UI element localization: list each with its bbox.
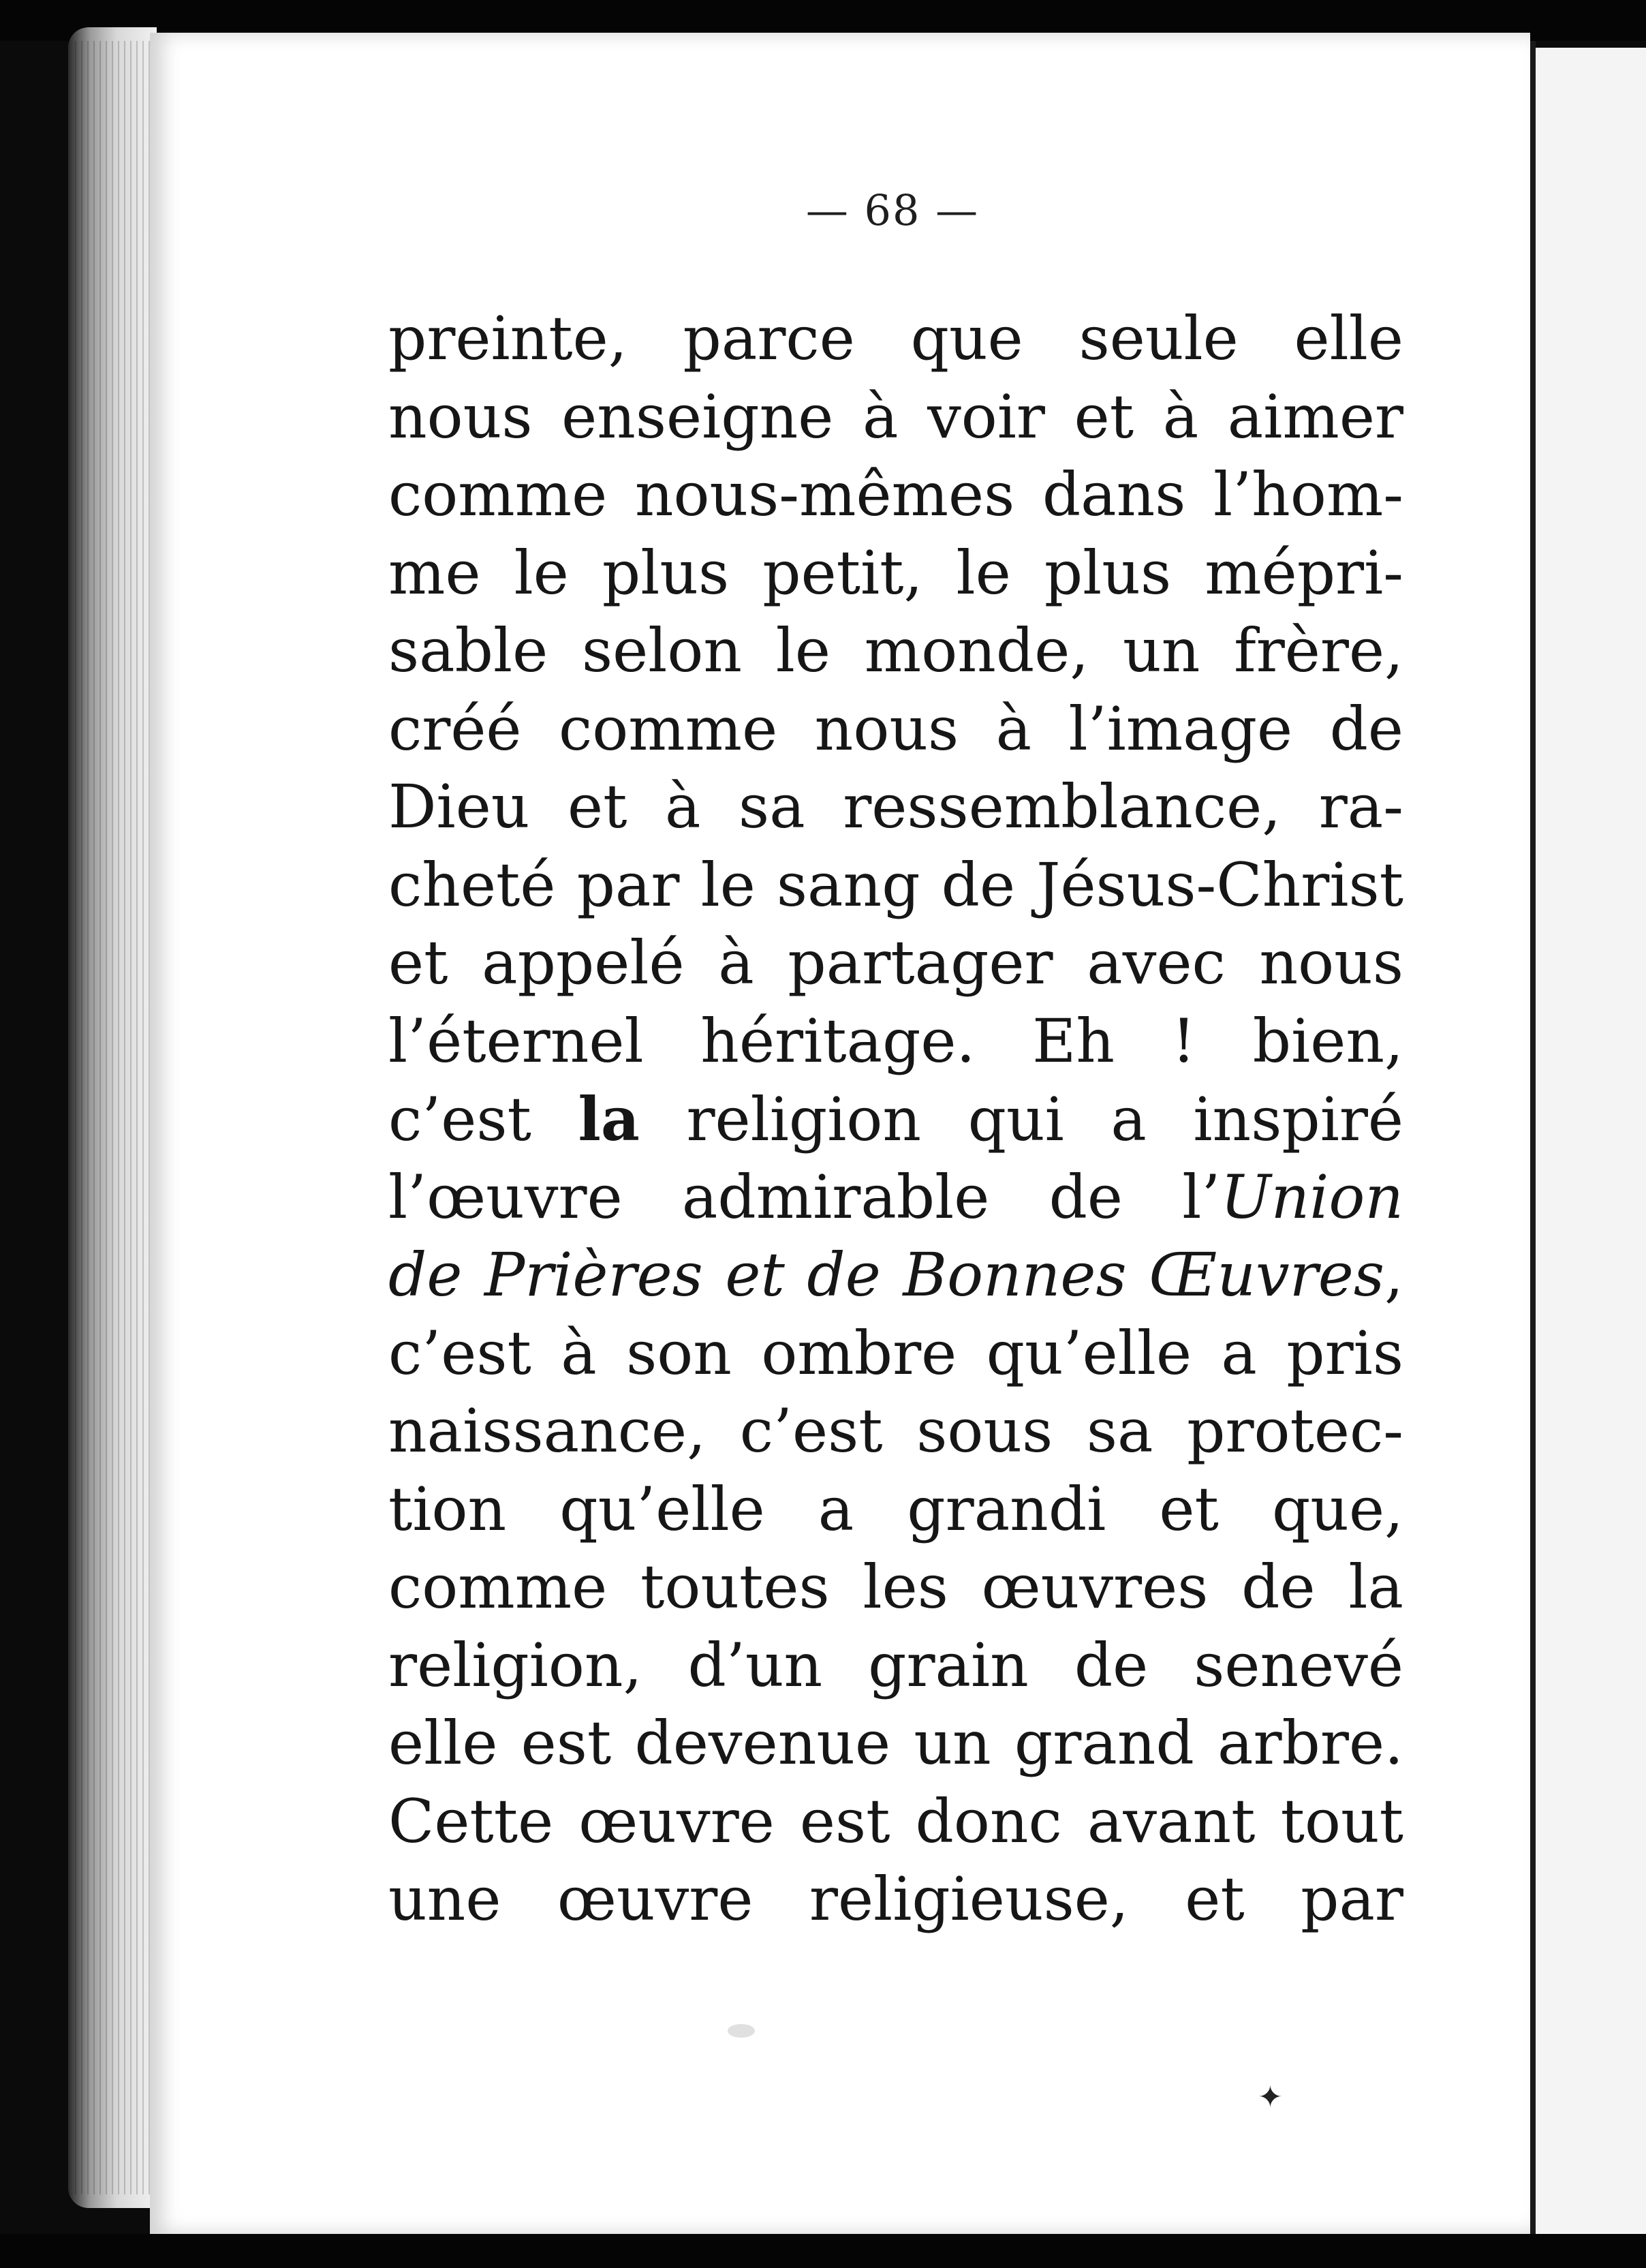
text-line: comme toutes les œuvres de la [388,1552,1403,1622]
text-line: tion qu’elle a grandi et que, [388,1473,1403,1544]
book-page-edge-lines [75,41,150,2194]
text-line: créé comme nous à l’image de [388,693,1403,764]
text-line: cheté par le sang de Jésus-Christ [388,849,1403,920]
text-line [388,1080,1403,1159]
text-line: comme nous-mêmes dans l’hom- [388,459,1403,530]
scan-border-bottom [0,2234,1646,2268]
text-line: c’est à son ombre qu’elle a pris [388,1317,1403,1388]
text-run: religion qui a inspiré [639,1084,1403,1154]
text-line: Cette œuvre est donc avant tout [388,1786,1403,1856]
page-number: — 68 — [805,185,980,235]
text-line: sable selon le monde, un frère, [388,615,1403,686]
text-line: preinte, parce que seule elle [388,303,1403,373]
body-text [388,300,1403,1939]
text-run: , [1384,1240,1403,1310]
bold-word: la [578,1084,640,1154]
text-run: l’œuvre admirable de l’ [388,1161,1221,1232]
next-page-edge [1536,48,1646,2256]
text-line: et appelé à partager avec nous [388,928,1403,998]
text-run: c’est [388,1084,578,1154]
page-gutter [1530,41,1536,2242]
italic-title: de Prières et de Bonnes Œuvres [388,1240,1385,1310]
text-line: religion, d’un grain de senevé [388,1629,1403,1700]
text-line [388,1236,1403,1315]
text-line: nous enseigne à voir et à aimer [388,381,1403,452]
text-line [388,1159,1403,1237]
text-line: l’éternel héritage. Eh ! bien, [388,1005,1403,1076]
text-line: me le plus petit, le plus mépri- [388,537,1403,608]
italic-title: Union [1220,1161,1403,1232]
text-line: une œuvre religieuse, et par [388,1864,1403,1934]
text-line: Dieu et à sa ressemblance, ra- [388,771,1403,842]
text-line: naissance, c’est sous sa protec- [388,1396,1403,1466]
print-smudge [728,2024,755,2038]
ornament-mark: ✦ [1258,2080,1283,2115]
text-line: elle est devenue un grand arbre. [388,1708,1403,1778]
